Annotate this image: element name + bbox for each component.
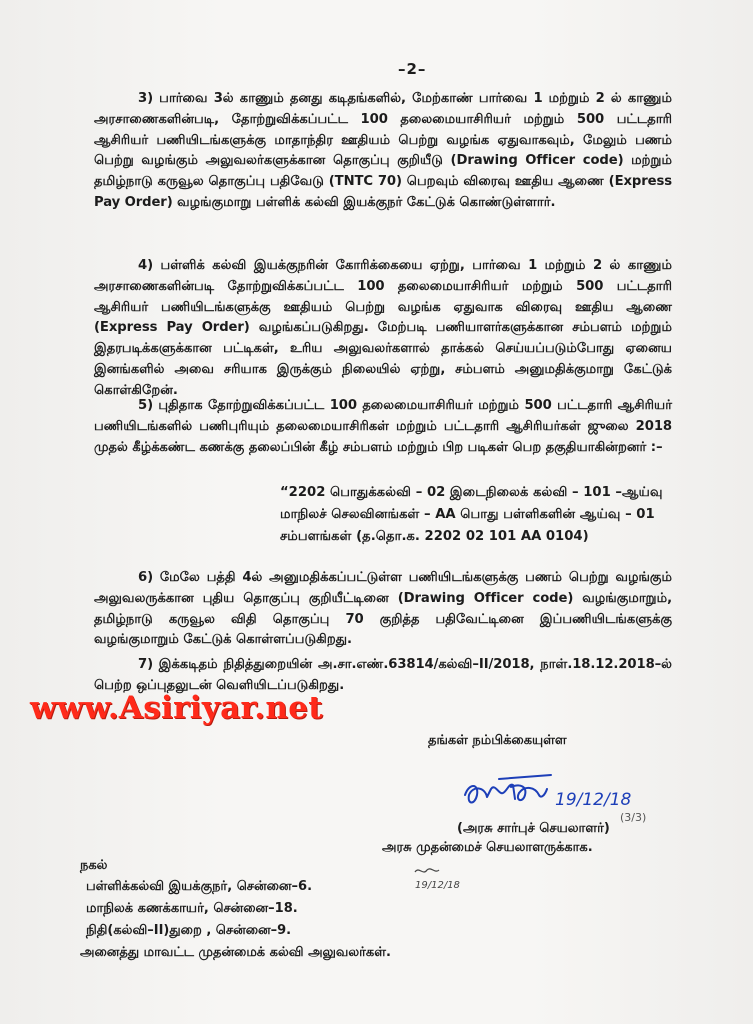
initials-date: 19/12/18 — [415, 880, 460, 891]
copy-recipient: பள்ளிக்கல்வி இயக்குநர், சென்னை–6. — [86, 879, 313, 894]
initials-image — [413, 862, 473, 892]
watermark-text: www.Asiriyar.net — [30, 690, 323, 726]
signature-image — [455, 765, 645, 820]
copy-heading: நகல் — [80, 858, 108, 873]
paragraph-6-text: 6) மேலே பத்தி 4ல் அனுமதிக்கப்பட்டுள்ள பணியிடங்களுக்கு பணம் பெற்று வழங்கும் அலுவலருக்கான புதிய தொகுப்பு குறியீட்டினை (Drawing Officer code) வழங்குமாறும், தமிழ்நாடு கருவூல விதி தொகுப்பு 70 குறித்த பதிவேட்டினை இப்பணியிடங்களுக்கு வழங்குமாறும் கேட்டுக் கொள்ளப்படுகிறது. — [94, 570, 672, 648]
page-count-note: (3/3) — [620, 811, 647, 824]
designation-line1: (அரசு சார்புச் செயலாளர்) — [457, 821, 610, 836]
paragraph-7-text: 7) இக்கடிதம் நிதித்துறையின் அ.சா.எண்.63814/கல்வி–II/2018, நாள்.18.12.2018–ல் பெற்ற ஒப்புதலுடன் வெளியிடப்படுகிறது. — [94, 657, 672, 693]
paragraph-5 — [94, 396, 672, 458]
paragraph-4-text: 4) பள்ளிக் கல்வி இயக்குநரின் கோரிக்கையை ஏற்று, பார்வை 1 மற்றும் 2 ல் காணும் அரசாணைகளின்படி தோற்றுவிக்கப்பட்ட 100 தலைமையாசிரியர் மற்றும் 500 பட்டதாரி ஆசிரியர் பணியிடங்களுக்கு ஊதியம் பெற்று வழங்க ஏதுவாக விரைவு ஊதிய ஆணை (Express Pay Order) வழங்கப்படுகிறது. மேற்படி பணியாளர்களுக்கான சம்பளம் மற்றும் இதரபடிக்களுக்கான பட்டிகள், உரிய அலுவலர்களால் தாக்கல் செய்யப்படும்போது ஏனைய இனங்களில் அவை சரியாக இருக்கும் நிலையில் ஏற்று, சம்பளம் அனுமதிக்குமாறு கேட்டுக் கொள்கிறேன். — [94, 258, 672, 398]
designation-line2: அரசு முதன்மைச் செயலாளருக்காக. — [382, 840, 593, 855]
paragraph-3-text: 3) பார்வை 3ல் காணும் தனது கடிதங்களில், மேற்காண் பார்வை 1 மற்றும் 2 ல் காணும் அரசாணைகளின்படி, தோற்றுவிக்கப்பட்ட 100 தலைமையாசிரியர் மற்றும் 500 பட்டதாரி ஆசிரியர் பணியிடங்களுக்கு மாதாந்திர ஊதியம் பெற்று வழங்க ஏதுவாகவும், மேலும் பணம் பெற்று வழங்கும் அலுவலர்களுக்கான தொகுப்பு குறியீடு (Drawing Officer code) மற்றும் தமிழ்நாடு கருவூல தொகுப்பு பதிவேடு (TNTC 70) பெறவும் விரைவு ஊதிய ஆணை (Express Pay Order) வழங்குமாறு பள்ளிக் கல்வி இயக்குநர் கேட்டுக் கொண்டுள்ளார். — [94, 91, 672, 210]
copy-recipient-list — [80, 876, 391, 964]
paragraph-5-text: 5) புதிதாக தோற்றுவிக்கப்பட்ட 100 தலைமையாசிரியர் மற்றும் 500 பட்டதாரி ஆசிரியர் பணியிடங்களில் பணிபுரியும் தலைமையாசிரிகள் மற்றும் பட்டதாரி ஆசிரியர்கள் ஜுலை 2018 முதல் கீழ்க்கண்ட கணக்கு தலைப்பின் கீழ் சம்பளம் மற்றும் பிற படிகள் பெற தகுதியாகின்றனர் :– — [94, 398, 672, 455]
budget-head: “2202 பொதுக்கல்வி – 02 இடைநிலைக் கல்வி – 101 –ஆய்வு மாநிலச் செலவினங்கள் – AA பொது பள்ளிகளின் ஆய்வு – 01 சம்பளங்கள் (த.தொ.க. 2202 02 101 AA 0104) — [280, 485, 663, 544]
paragraph-3 — [94, 89, 672, 214]
paragraph-4 — [94, 256, 672, 402]
copy-recipient: அனைத்து மாவட்ட முதன்மைக் கல்வி அலுவலர்கள். — [80, 945, 391, 960]
closing-salutation: தங்கள் நம்பிக்கையுள்ள — [428, 733, 567, 748]
page-number: –2– — [398, 60, 427, 78]
copy-recipient: மாநிலக் கணக்காயர், சென்னை–18. — [86, 901, 298, 916]
copy-recipient: நிதி(கல்வி–II)துறை , சென்னை–9. — [86, 923, 292, 938]
paragraph-6 — [94, 568, 672, 651]
signature-date: 19/12/18 — [555, 790, 632, 810]
